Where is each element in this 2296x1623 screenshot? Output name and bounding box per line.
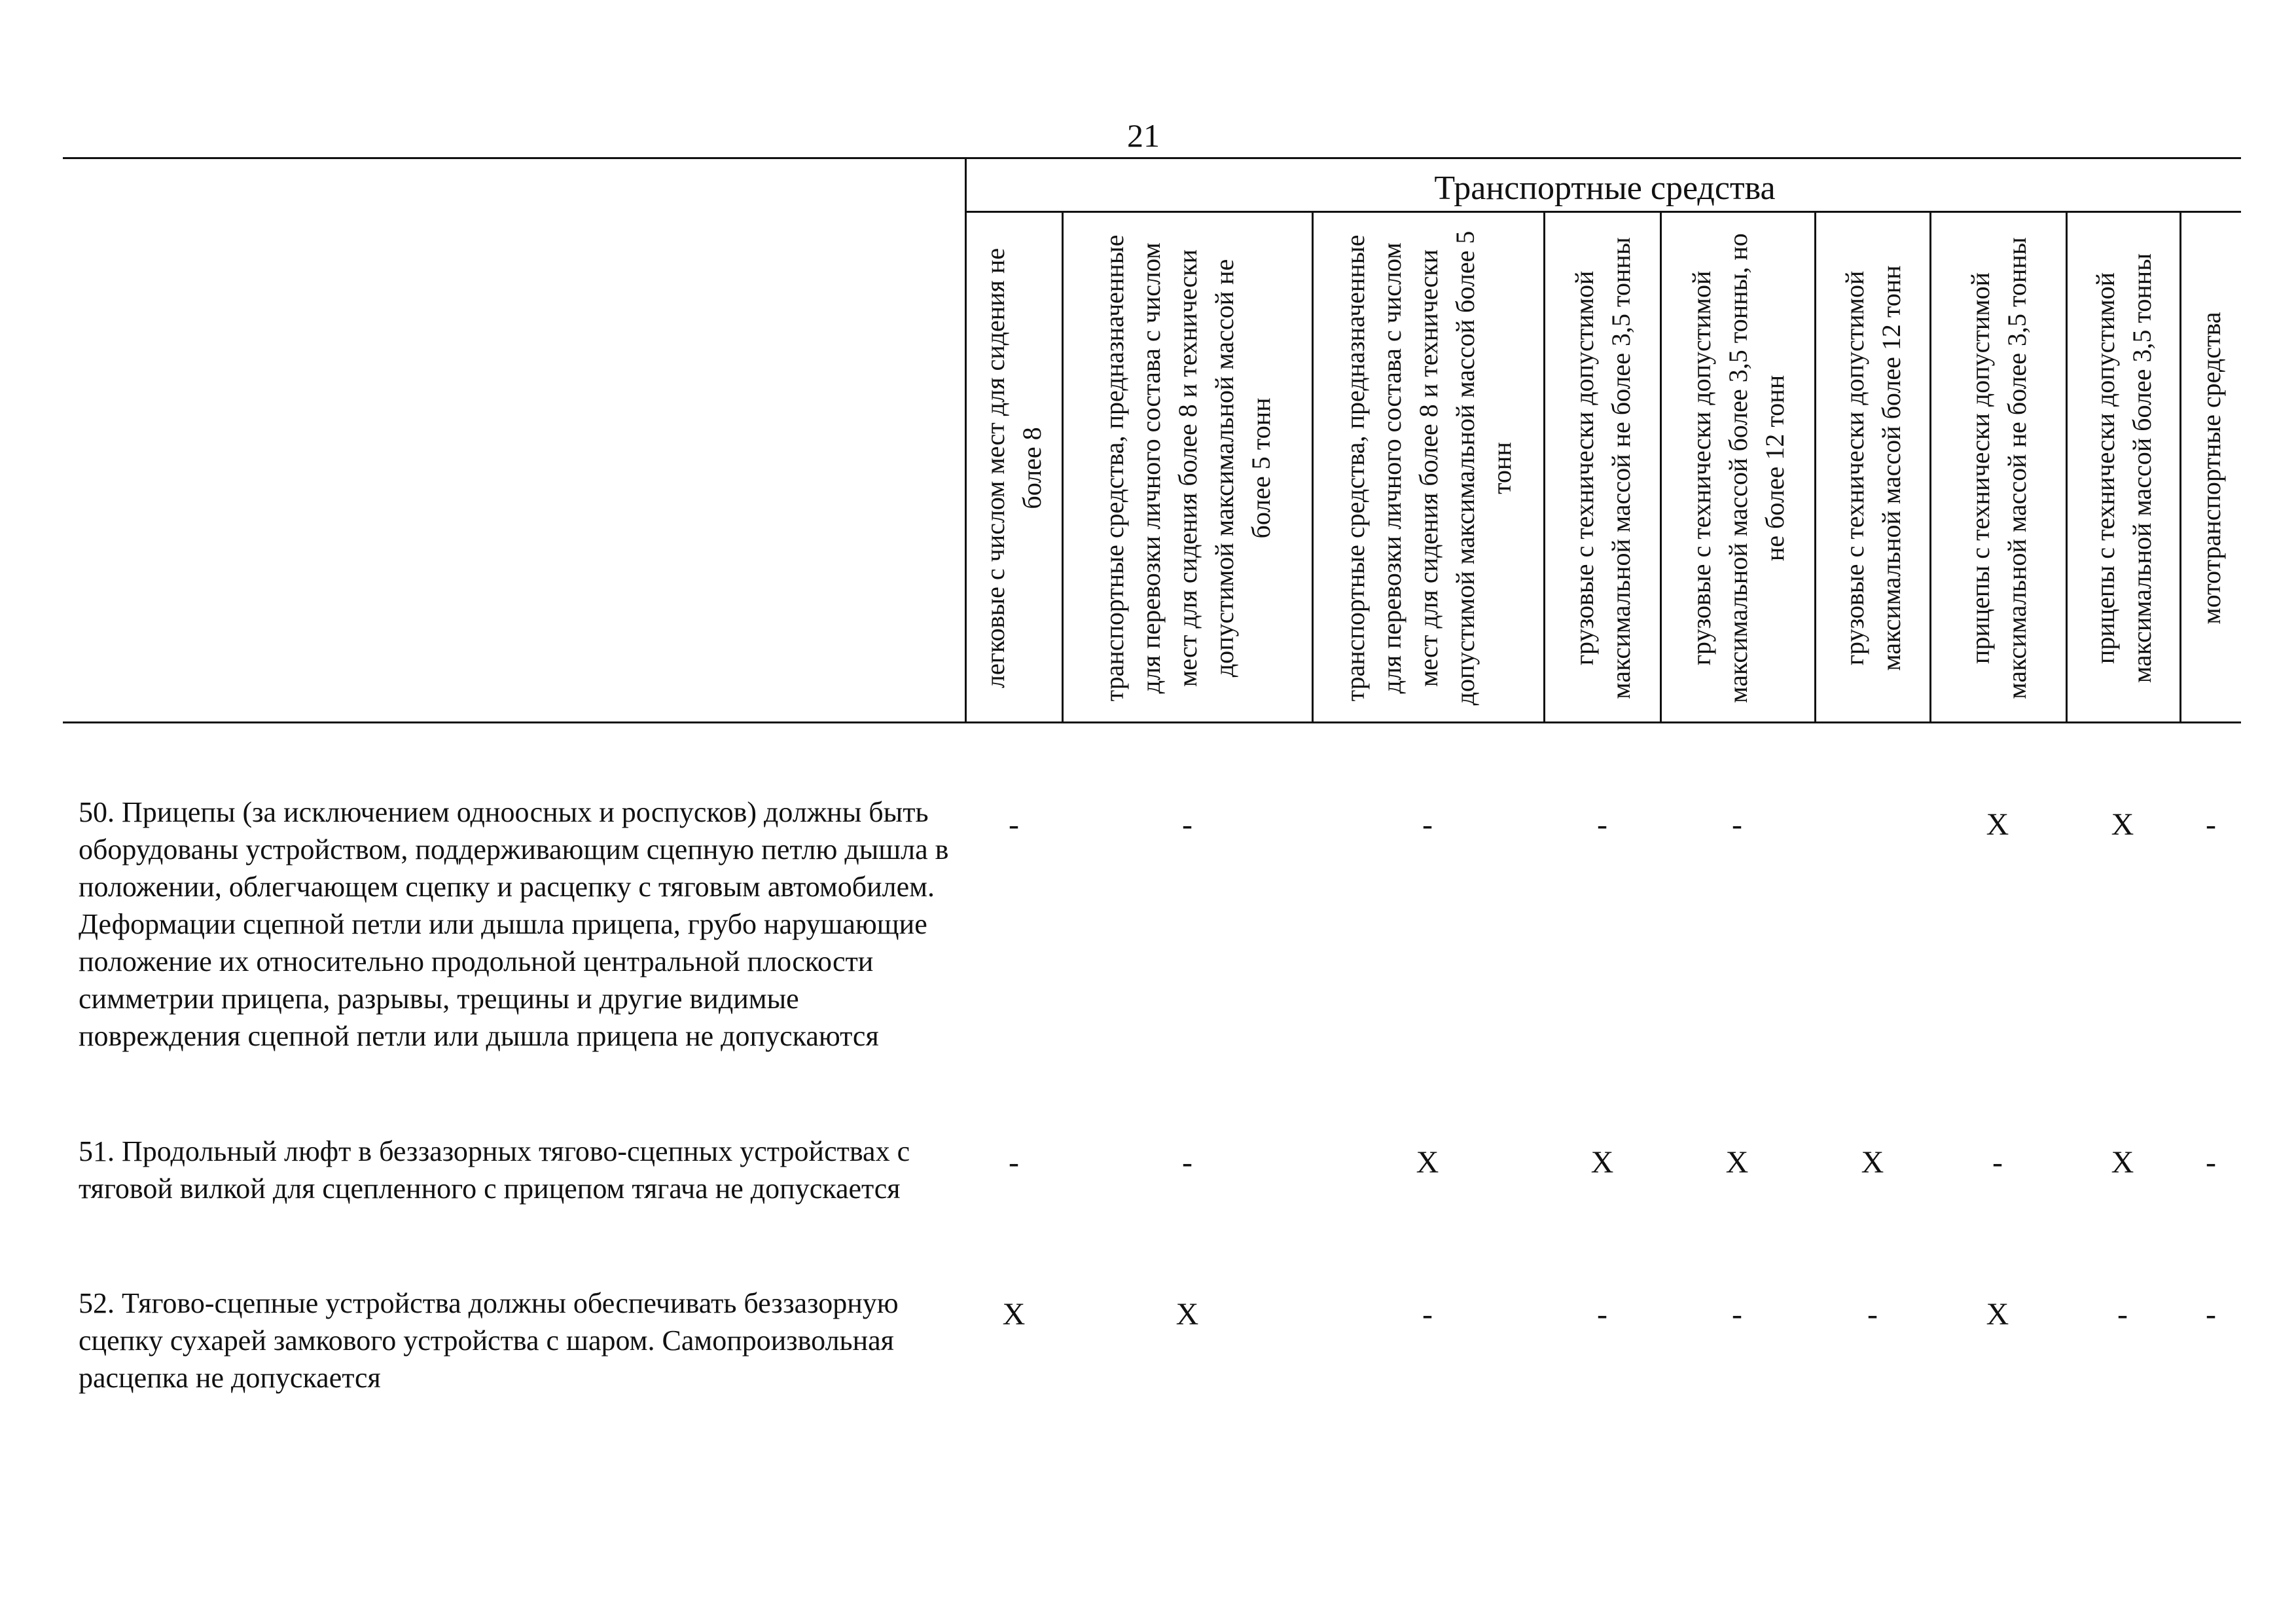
applicability-mark: X — [2111, 807, 2134, 842]
applicability-mark: - — [1732, 807, 1742, 842]
applicability-mark: - — [2117, 1297, 2128, 1332]
column-header: прицепы с технически допустимой максимальной массой не более 3,5 тонны — [1965, 237, 2032, 699]
applicability-mark: - — [1009, 807, 1019, 842]
applicability-mark: X — [1986, 1297, 2009, 1332]
table-header-bottom-rule — [63, 721, 2241, 723]
requirement-text: 52. Тягово-сцепные устройства должны обеспечивать беззазорную сцепку сухарей замкового устройства с шаром. Самопроизвольная расцепка не допускается — [79, 1287, 899, 1394]
column-header: прицепы с технически допустимой максимальной массой более 3,5 тонны — [2090, 253, 2157, 684]
applicability-mark: X — [1725, 1145, 1749, 1180]
applicability-mark: - — [1422, 807, 1433, 842]
requirement-text: 51. Продольный люфт в беззазорных тягово-сцепных устройствах с тяговой вилкой для сцепленного с прицепом тягача не допускается — [79, 1135, 910, 1205]
column-header: транспортные средства, предназначенные для перевозки личного состава с числом мест для сидения более 8 и технически допустимой максимальной массой более 5 тонн — [1340, 230, 1516, 706]
group-header-rule — [966, 211, 2241, 213]
applicability-mark: - — [1182, 1145, 1193, 1180]
column-header: грузовые с технически допустимой максимальной массой не более 3,5 тонны — [1569, 237, 1636, 699]
column-header: грузовые с технически допустимой максимальной массой более 3,5 тонны, но не более 12 тонн — [1686, 233, 1789, 703]
column-header: грузовые с технически допустимой максимальной массой более 12 тонн — [1839, 265, 1906, 671]
applicability-mark: X — [1986, 807, 2009, 842]
applicability-mark: X — [2111, 1145, 2134, 1180]
applicability-mark: X — [1590, 1145, 1614, 1180]
applicability-mark: - — [2206, 1145, 2216, 1180]
applicability-mark: X — [1861, 1145, 1884, 1180]
applicability-mark: X — [1416, 1145, 1439, 1180]
group-header: Транспортные средства — [1434, 170, 1776, 207]
applicability-mark: X — [1002, 1297, 1026, 1332]
applicability-mark: - — [1422, 1297, 1433, 1332]
applicability-mark: - — [2206, 1297, 2216, 1332]
applicability-mark: - — [1992, 1145, 2003, 1180]
requirement-text: 50. Прицепы (за исключением одноосных и роспусков) должны быть оборудованы устройством, поддерживающим сцепную петлю дышла в положении, облегчающем сцепку и расцепку с тяговым автомобилем. Деформации сцепной петли или дышла прицепа, грубо нарушающие положение их относительно продольной центральной плоскости симметрии прицепа, разрывы, трещины и другие видимые повреждения сцепной петли или дышла прицепа не допускаются — [79, 796, 949, 1052]
applicability-mark: - — [1867, 1297, 1878, 1332]
column-header: легковые с числом мест для сидения не более 8 — [980, 247, 1047, 689]
applicability-mark: - — [1009, 1145, 1019, 1180]
applicability-mark: - — [2206, 807, 2216, 842]
applicability-mark: X — [1175, 1297, 1199, 1332]
applicability-mark: - — [1597, 807, 1607, 842]
page-number-text: 21 — [1127, 117, 1160, 154]
column-header: мототранспортные средства — [2196, 312, 2226, 625]
applicability-mark: - — [1182, 807, 1193, 842]
applicability-mark: - — [1732, 1297, 1742, 1332]
column-header: транспортные средства, предназначенные для перевозки личного состава с числом мест для сидения более 8 и технически допустимой максимальной массой не более 5 тонн — [1099, 234, 1276, 702]
applicability-mark: - — [1597, 1297, 1607, 1332]
table-top-rule — [63, 157, 2241, 159]
